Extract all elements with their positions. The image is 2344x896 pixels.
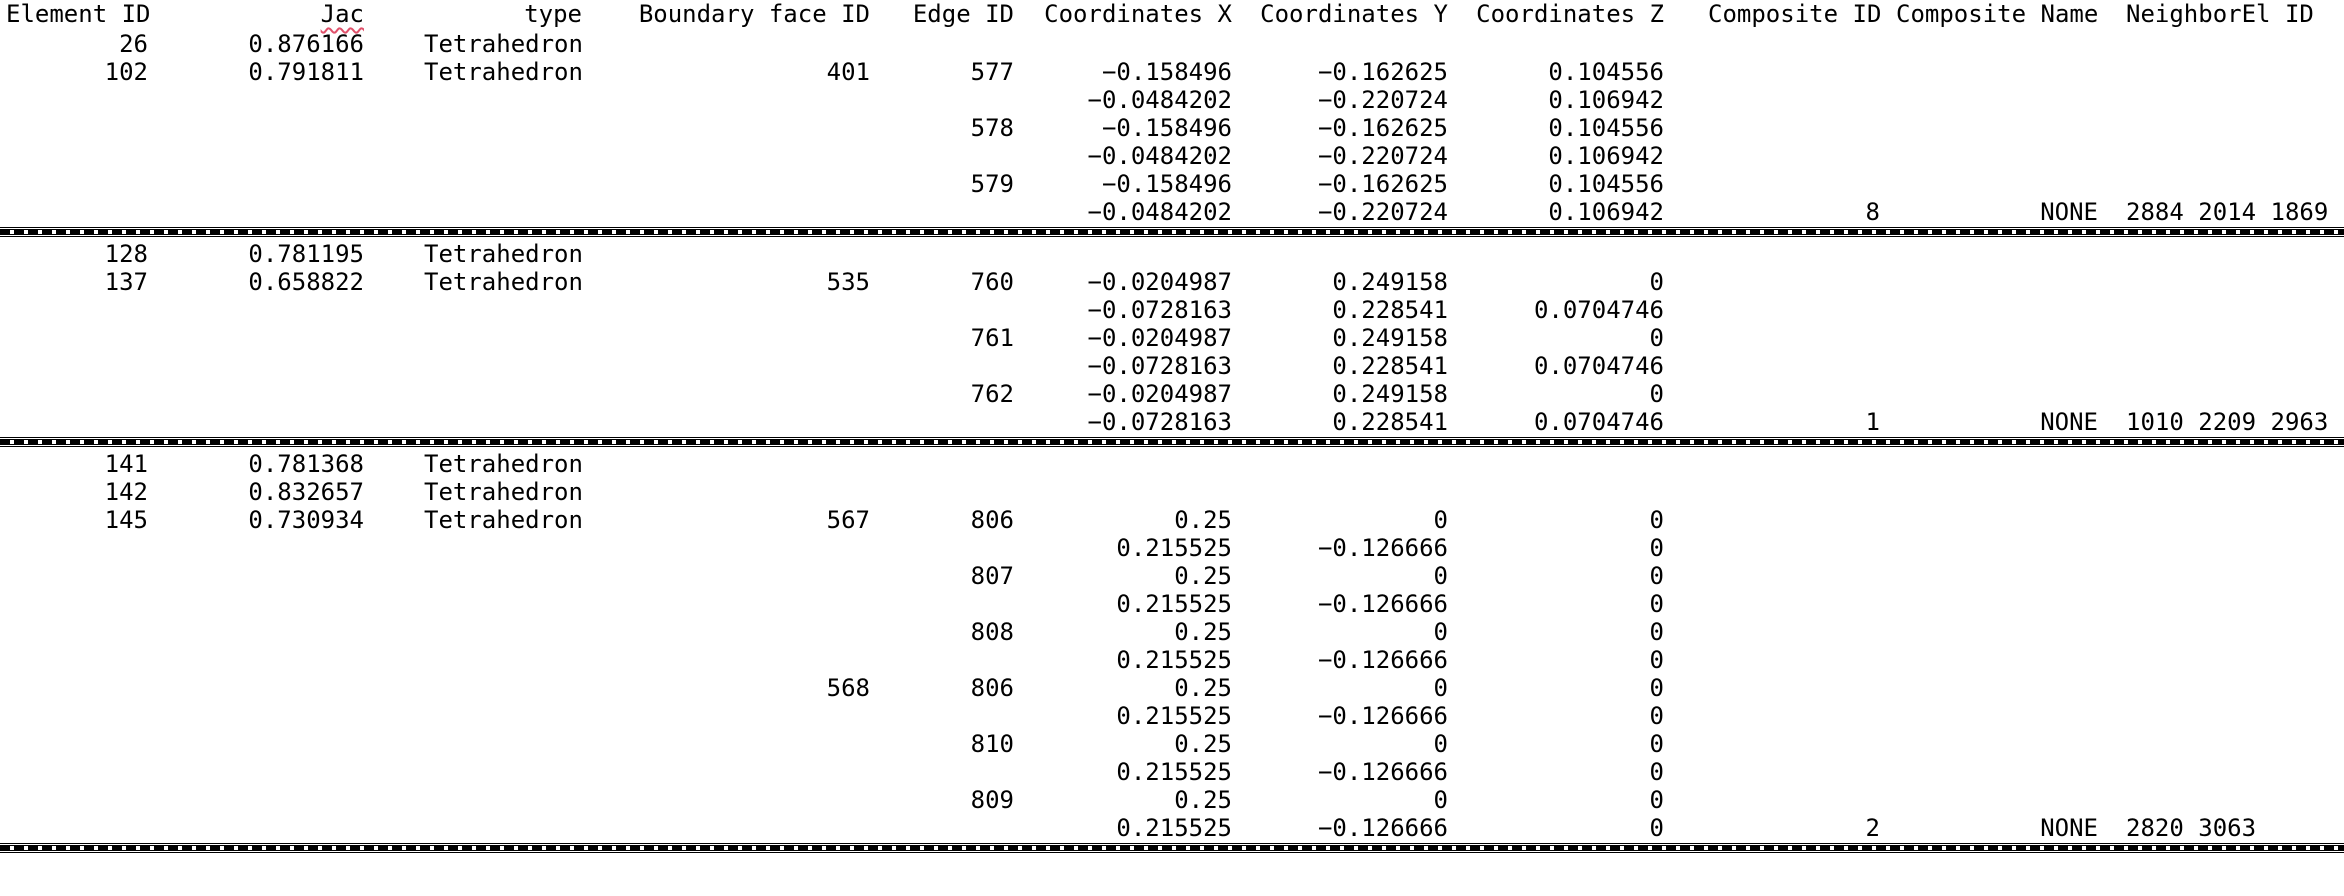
table-row	[0, 352, 2344, 380]
header-boundary-face-id: Boundary face ID	[638, 0, 870, 28]
cell-coordinate-y: 0.228541	[1332, 296, 1448, 324]
cell-coordinate-y: 0.228541	[1332, 408, 1448, 436]
table-row	[0, 296, 2344, 324]
cell-coordinate-y: −0.126666	[1317, 814, 1448, 842]
cell-type: Tetrahedron	[424, 478, 583, 506]
header-edge-id: Edge ID	[912, 0, 1014, 28]
cell-edge-id: 808	[970, 618, 1014, 646]
cell-coordinate-z: 0	[1649, 324, 1664, 352]
cell-coordinate-y: 0.249158	[1332, 380, 1448, 408]
cell-coordinate-z: 0.0704746	[1533, 352, 1664, 380]
table-row	[0, 324, 2344, 352]
cell-boundary-face-id: 568	[826, 674, 870, 702]
cell-type: Tetrahedron	[424, 30, 583, 58]
table-header	[0, 0, 2344, 28]
cell-coordinate-y: −0.126666	[1317, 534, 1448, 562]
cell-coordinate-y: 0.249158	[1332, 268, 1448, 296]
cell-edge-id: 578	[970, 114, 1014, 142]
cell-coordinate-z: 0.106942	[1548, 142, 1664, 170]
cell-type: Tetrahedron	[424, 506, 583, 534]
cell-coordinate-y: 0	[1433, 786, 1448, 814]
cell-coordinate-x: −0.158496	[1101, 114, 1232, 142]
cell-coordinate-x: 0.25	[1174, 618, 1232, 646]
cell-edge-id: 579	[970, 170, 1014, 198]
cell-jac: 0.876166	[248, 30, 364, 58]
cell-coordinate-z: 0.106942	[1548, 198, 1664, 226]
cell-coordinate-x: −0.0728163	[1087, 408, 1232, 436]
cell-coordinate-z: 0.104556	[1548, 58, 1664, 86]
cell-element-id: 142	[104, 478, 148, 506]
table-row	[0, 534, 2344, 562]
header-coordinates-x: Coordinates X	[1044, 0, 1232, 28]
cell-coordinate-y: 0.249158	[1332, 324, 1448, 352]
table-row	[0, 170, 2344, 198]
cell-coordinate-z: 0.104556	[1548, 170, 1664, 198]
cell-coordinate-y: −0.220724	[1317, 198, 1448, 226]
table-row	[0, 730, 2344, 758]
table-row	[0, 618, 2344, 646]
table-row	[0, 408, 2344, 436]
cell-composite-id: 8	[1865, 198, 1880, 226]
cell-coordinate-z: 0	[1649, 534, 1664, 562]
table-row	[0, 562, 2344, 590]
cell-jac: 0.658822	[248, 268, 364, 296]
cell-element-id: 128	[104, 240, 148, 268]
cell-jac: 0.832657	[248, 478, 364, 506]
cell-coordinate-x: −0.158496	[1101, 170, 1232, 198]
table-row	[0, 240, 2344, 268]
cell-coordinate-x: −0.0484202	[1087, 86, 1232, 114]
cell-coordinate-z: 0	[1649, 618, 1664, 646]
cell-coordinate-y: −0.126666	[1317, 702, 1448, 730]
cell-jac: 0.791811	[248, 58, 364, 86]
cell-coordinate-z: 0	[1649, 590, 1664, 618]
table-row	[0, 646, 2344, 674]
cell-coordinate-y: −0.126666	[1317, 646, 1448, 674]
cell-coordinate-x: 0.215525	[1116, 590, 1232, 618]
header-type: type	[524, 0, 582, 28]
cell-coordinate-x: −0.0484202	[1087, 142, 1232, 170]
cell-edge-id: 809	[970, 786, 1014, 814]
header-jac-label: Jac	[320, 0, 364, 28]
cell-coordinate-x: 0.215525	[1116, 702, 1232, 730]
cell-coordinate-z: 0	[1649, 758, 1664, 786]
cell-coordinate-x: 0.215525	[1116, 814, 1232, 842]
table-row	[0, 30, 2344, 58]
cell-coordinate-x: −0.0728163	[1087, 296, 1232, 324]
cell-element-id: 26	[119, 30, 148, 58]
cell-coordinate-y: 0	[1433, 506, 1448, 534]
cell-coordinate-x: 0.25	[1174, 674, 1232, 702]
cell-coordinate-x: 0.25	[1174, 786, 1232, 814]
cell-coordinate-y: −0.126666	[1317, 590, 1448, 618]
cell-coordinate-z: 0	[1649, 646, 1664, 674]
cell-boundary-face-id: 535	[826, 268, 870, 296]
header-composite-name: Composite Name	[1896, 0, 2099, 28]
cell-coordinate-x: −0.0204987	[1087, 268, 1232, 296]
cell-edge-id: 577	[970, 58, 1014, 86]
table-row	[0, 198, 2344, 226]
cell-edge-id: 761	[970, 324, 1014, 352]
cell-coordinate-x: 0.215525	[1116, 758, 1232, 786]
header-jac	[321, 0, 364, 28]
cell-coordinate-z: 0	[1649, 702, 1664, 730]
cell-coordinate-y: 0	[1433, 730, 1448, 758]
cell-coordinate-y: −0.162625	[1317, 114, 1448, 142]
cell-neighbor-el-id: 2820 3063	[2126, 814, 2257, 842]
cell-edge-id: 806	[970, 506, 1014, 534]
header-composite-id: Composite ID	[1708, 0, 1882, 28]
cell-element-id: 102	[104, 58, 148, 86]
cell-type: Tetrahedron	[424, 240, 583, 268]
cell-coordinate-y: 0	[1433, 618, 1448, 646]
cell-coordinate-x: 0.25	[1174, 730, 1232, 758]
cell-type: Tetrahedron	[424, 450, 583, 478]
header-neighbor-el-id: NeighborEl ID	[2126, 0, 2314, 28]
cell-coordinate-z: 0	[1649, 562, 1664, 590]
table-row	[0, 590, 2344, 618]
table-row	[0, 58, 2344, 86]
cell-edge-id: 760	[970, 268, 1014, 296]
cell-edge-id: 762	[970, 380, 1014, 408]
table-row	[0, 814, 2344, 842]
table-row	[0, 268, 2344, 296]
cell-coordinate-x: 0.25	[1174, 562, 1232, 590]
cell-coordinate-z: 0.104556	[1548, 114, 1664, 142]
group-separator	[0, 437, 2344, 447]
cell-coordinate-y: −0.126666	[1317, 758, 1448, 786]
group-separator	[0, 227, 2344, 237]
cell-coordinate-z: 0	[1649, 730, 1664, 758]
cell-coordinate-x: −0.0204987	[1087, 324, 1232, 352]
cell-composite-id: 1	[1865, 408, 1880, 436]
cell-edge-id: 810	[970, 730, 1014, 758]
cell-coordinate-x: 0.215525	[1116, 534, 1232, 562]
cell-composite-name: NONE	[2040, 408, 2098, 436]
cell-boundary-face-id: 401	[826, 58, 870, 86]
cell-edge-id: 807	[970, 562, 1014, 590]
cell-neighbor-el-id: 1010 2209 2963	[2126, 408, 2329, 436]
table-row	[0, 142, 2344, 170]
table-row	[0, 380, 2344, 408]
cell-coordinate-z: 0.0704746	[1533, 408, 1664, 436]
cell-coordinate-x: −0.158496	[1101, 58, 1232, 86]
header-element-id: Element ID	[6, 0, 151, 28]
cell-edge-id: 806	[970, 674, 1014, 702]
cell-composite-id: 2	[1865, 814, 1880, 842]
cell-jac: 0.781368	[248, 450, 364, 478]
cell-coordinate-z: 0	[1649, 380, 1664, 408]
cell-coordinate-x: −0.0728163	[1087, 352, 1232, 380]
table-row	[0, 758, 2344, 786]
cell-element-id: 141	[104, 450, 148, 478]
cell-jac: 0.781195	[248, 240, 364, 268]
table-row	[0, 702, 2344, 730]
cell-coordinate-z: 0	[1649, 786, 1664, 814]
cell-coordinate-y: −0.220724	[1317, 86, 1448, 114]
cell-composite-name: NONE	[2040, 814, 2098, 842]
cell-coordinate-y: 0	[1433, 674, 1448, 702]
cell-coordinate-z: 0	[1649, 814, 1664, 842]
cell-coordinate-y: 0.228541	[1332, 352, 1448, 380]
cell-coordinate-x: −0.0484202	[1087, 198, 1232, 226]
cell-type: Tetrahedron	[424, 268, 583, 296]
cell-neighbor-el-id: 2884 2014 1869	[2126, 198, 2329, 226]
cell-coordinate-x: 0.25	[1174, 506, 1232, 534]
cell-coordinate-x: 0.215525	[1116, 646, 1232, 674]
cell-coordinate-z: 0	[1649, 674, 1664, 702]
cell-coordinate-z: 0.106942	[1548, 86, 1664, 114]
cell-coordinate-z: 0	[1649, 506, 1664, 534]
cell-coordinate-y: 0	[1433, 562, 1448, 590]
table-row	[0, 506, 2344, 534]
table-row	[0, 86, 2344, 114]
table-row	[0, 450, 2344, 478]
cell-coordinate-y: −0.162625	[1317, 170, 1448, 198]
table-row	[0, 674, 2344, 702]
table-row	[0, 478, 2344, 506]
cell-coordinate-z: 0	[1649, 268, 1664, 296]
group-separator	[0, 843, 2344, 853]
cell-coordinate-z: 0.0704746	[1533, 296, 1664, 324]
cell-element-id: 145	[104, 506, 148, 534]
cell-type: Tetrahedron	[424, 58, 583, 86]
header-coordinates-z: Coordinates Z	[1476, 0, 1664, 28]
cell-coordinate-x: −0.0204987	[1087, 380, 1232, 408]
cell-boundary-face-id: 567	[826, 506, 870, 534]
cell-jac: 0.730934	[248, 506, 364, 534]
cell-element-id: 137	[104, 268, 148, 296]
cell-composite-name: NONE	[2040, 198, 2098, 226]
cell-coordinate-y: −0.162625	[1317, 58, 1448, 86]
header-coordinates-y: Coordinates Y	[1260, 0, 1448, 28]
cell-coordinate-y: −0.220724	[1317, 142, 1448, 170]
table-row	[0, 114, 2344, 142]
table-row	[0, 786, 2344, 814]
